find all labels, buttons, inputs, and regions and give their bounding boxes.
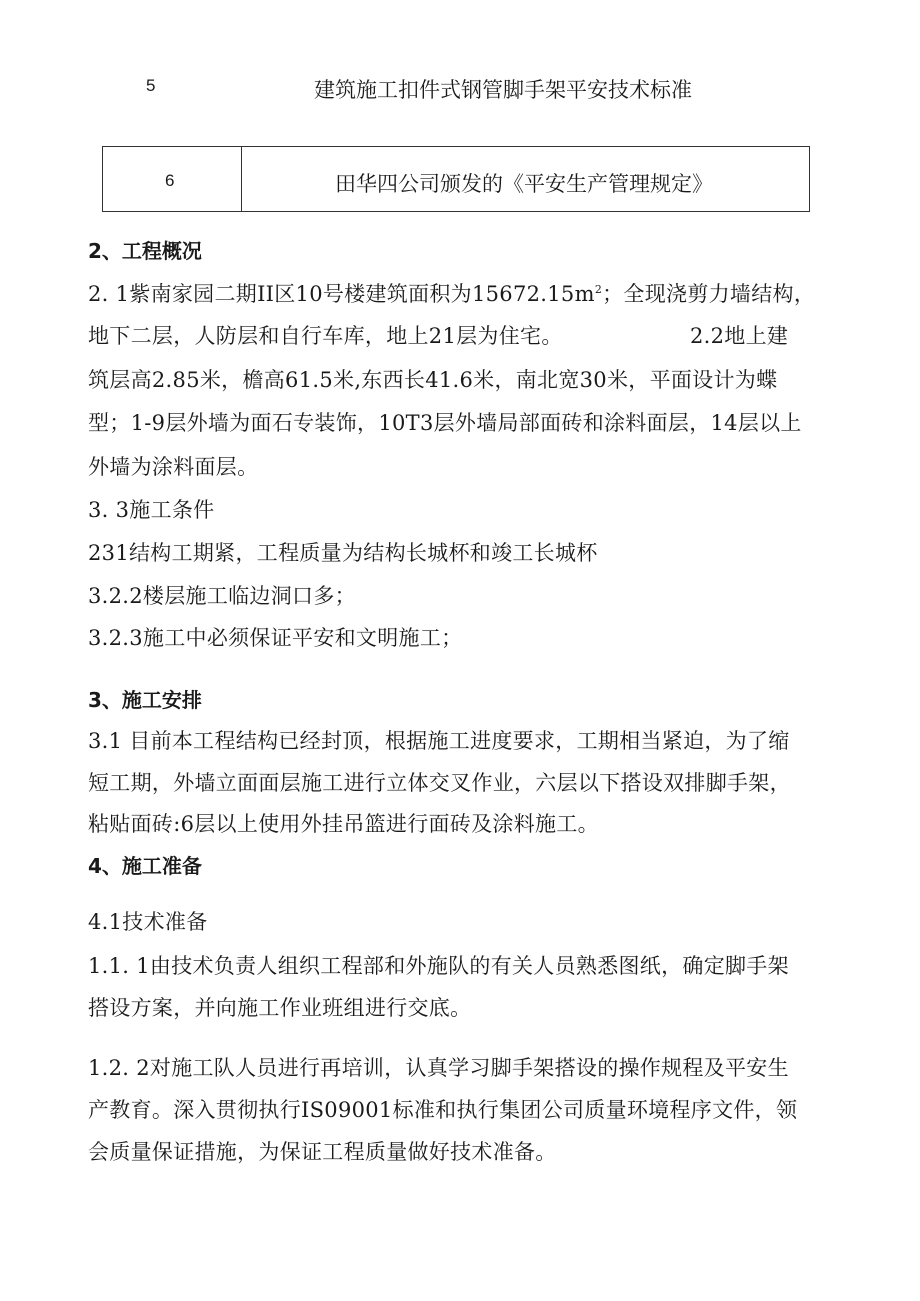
- paragraph-2-2-start: 2.2地上建: [690, 324, 789, 348]
- paragraph-1-1-1-line2: 搭设方案，并向施工作业班组进行交底。: [88, 996, 472, 1020]
- paragraph-1-2-2-line1: 1.2. 2对施工队人员进行再培训，认真学习脚手架搭设的操作规程及平安生: [88, 1056, 789, 1080]
- paragraph-231: 231结构工期紧，工程质量为结构长城杯和竣工长城杯: [88, 541, 598, 565]
- paragraph-3-2-2: 3.2.2楼层施工临边洞口多；: [88, 584, 356, 608]
- paragraph-1-2-2-line2: 产教育。深入贯彻执行IS09001标准和执行集团公司质量环境程序文件，领: [88, 1098, 798, 1122]
- paragraph-3-1-line1: 3.1 目前本工程结构已经封顶，根据施工进度要求，工期相当紧迫，为了缩: [88, 729, 790, 753]
- paragraph-2-2-line2: 型；1-9层外墙为面石专装饰，10T3层外墙局部面砖和涂料面层，14层以上: [88, 411, 802, 435]
- table-row-6: [102, 146, 810, 212]
- section-heading-3: 3、施工安排: [88, 688, 202, 712]
- paragraph-3-2-3: 3.2.3施工中必须保证平安和文明施工；: [88, 626, 463, 650]
- text: ；全现浇剪力墙结构，: [602, 282, 816, 306]
- paragraph-3-1-line3: 粘贴面砖:6层以上使用外挂吊篮进行面砖及涂料施工。: [88, 812, 599, 836]
- paragraph-2-1-line1: [88, 278, 815, 308]
- paragraph-1-2-2-line3: 会质量保证措施，为保证工程质量做好技术准备。: [88, 1140, 557, 1164]
- row-number: 6: [165, 171, 175, 190]
- paragraph-4-1: 4.1技术准备: [88, 910, 208, 934]
- paragraph-2-1-line2: 地下二层，人防层和自行车库，地上21层为住宅。: [88, 324, 563, 348]
- paragraph-1-1-1-line1: 1.1. 1由技术负责人组织工程部和外施队的有关人员熟悉图纸，确定脚手架: [88, 954, 789, 978]
- paragraph-2-2-line1: 筑层高2.85米，檐高61.5米,东西长41.6米，南北宽30米，平面设计为蝶: [88, 368, 778, 392]
- standard-title: 建筑施工扣件式钢管脚手架平安技术标准: [314, 78, 692, 102]
- table-divider: [241, 147, 242, 211]
- paragraph-2-2-line3: 外墙为涂料面层。: [88, 455, 259, 479]
- text: 2. 1紫南家园二期II区10号楼建筑面积为15672.15m: [88, 282, 595, 306]
- section-heading-2: 2、工程概况: [88, 239, 202, 263]
- superscript: 2: [594, 283, 603, 296]
- section-heading-4: 4、施工准备: [88, 854, 202, 878]
- regulation-title: 田华四公司颁发的《平安生产管理规定》: [335, 172, 713, 196]
- row-number: 5: [146, 76, 156, 95]
- paragraph-3-3: 3. 3施工条件: [88, 498, 215, 522]
- paragraph-3-1-line2: 短工期，外墙立面面层施工进行立体交叉作业，六层以下搭设双排脚手架，: [88, 771, 791, 795]
